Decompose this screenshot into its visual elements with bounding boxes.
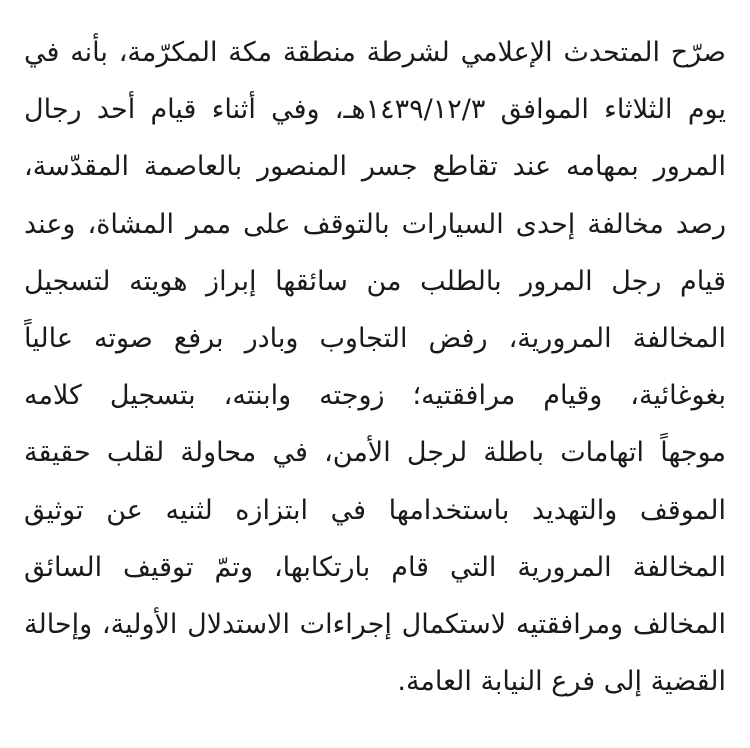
statement-line-7: بغوغائية، وقيام مرافقتيه؛ زوجته وابنته، بتسجيل كلامه bbox=[24, 380, 726, 412]
statement-line-4: رصد مخالفة إحدى السيارات بالتوقف على ممر المشاة، وعند bbox=[24, 208, 726, 240]
statement-line-11: المخالف ومرافقتيه لاستكمال إجراءات الاستدلال الأولية، وإحالة bbox=[24, 608, 726, 640]
statement-line-5: قيام رجل المرور بالطلب من سائقها إبراز هويته لتسجيل bbox=[24, 265, 726, 297]
statement-line-3: المرور بمهامه عند تقاطع جسر المنصور بالعاصمة المقدّسة، bbox=[24, 151, 726, 183]
statement-line-10: المخالفة المرورية التي قام بارتكابها، وتمّ توقيف السائق bbox=[24, 551, 726, 583]
statement-line-8: موجهاً اتهامات باطلة لرجل الأمن، في محاولة لقلب حقيقة bbox=[24, 437, 726, 469]
statement-line-6: المخالفة المرورية، رفض التجاوب وبادر برفع صوته عالياً bbox=[24, 322, 726, 354]
statement-line-2: يوم الثلاثاء الموافق ١٤٣٩/١٢/٣هـ، وفي أثناء قيام أحد رجال bbox=[24, 94, 726, 126]
police-statement-text bbox=[24, 24, 726, 710]
statement-line-9: الموقف والتهديد باستخدامها في ابتزازه لثنيه عن توثيق bbox=[24, 494, 726, 526]
statement-line-12: القضية إلى فرع النيابة العامة. bbox=[397, 666, 726, 698]
statement-line-1: صرّح المتحدث الإعلامي لشرطة منطقة مكة المكرّمة، بأنه في bbox=[24, 37, 726, 68]
